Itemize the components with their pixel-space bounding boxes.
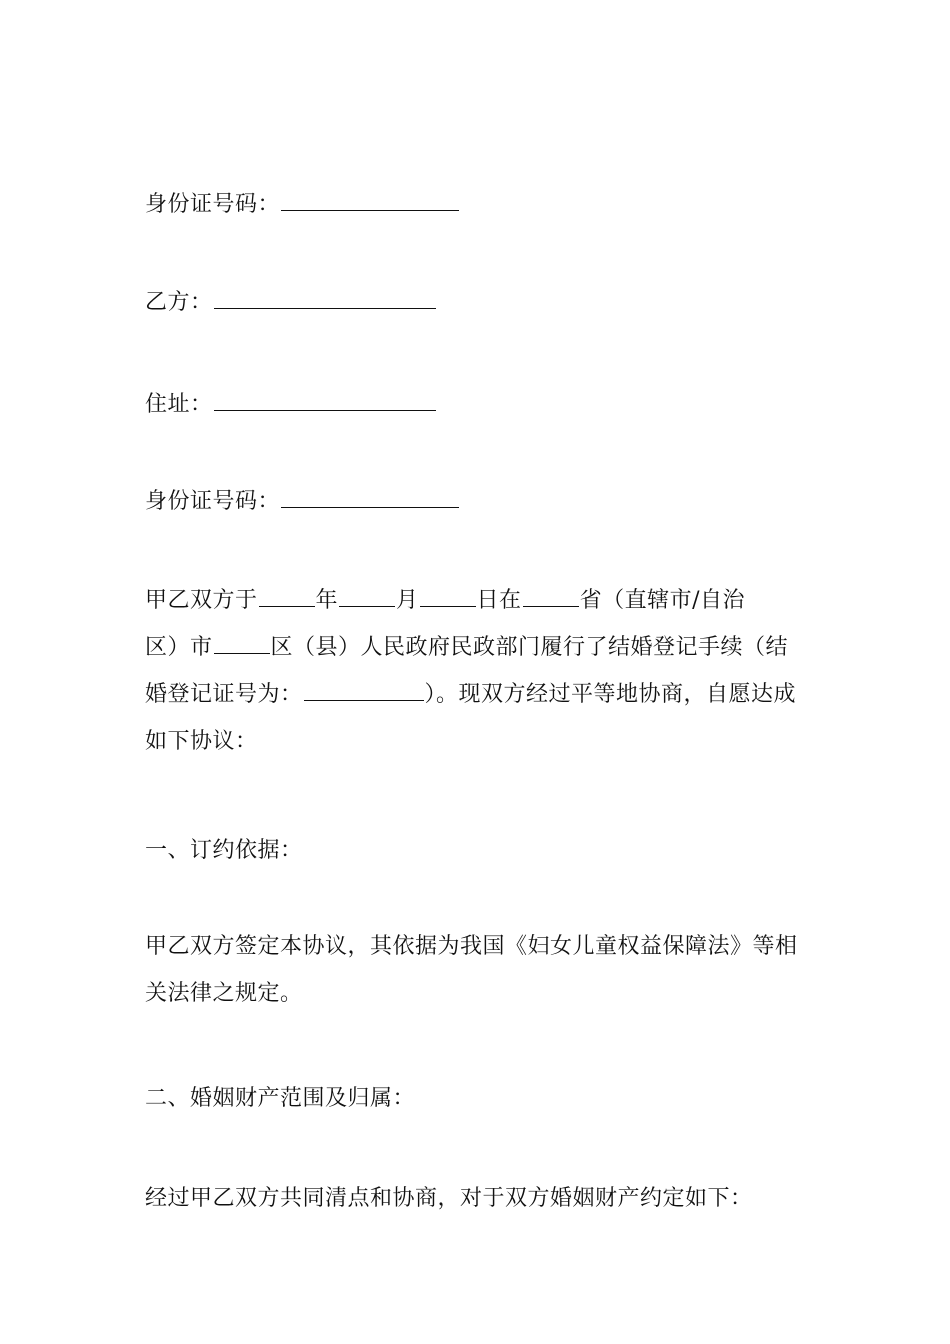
party-b-address-blank <box>214 388 436 411</box>
section-1-body-line-2: 关法律之规定。 <box>145 981 303 1006</box>
party-b-id-line <box>145 485 460 517</box>
party-a-id-blank <box>281 188 459 211</box>
intro-row-3 <box>145 671 807 718</box>
party-b-label: 乙方： <box>145 290 213 315</box>
party-b-id-label: 身份证号码： <box>145 489 281 514</box>
province-blank <box>523 584 579 607</box>
intro-text-2: 年 <box>315 588 339 613</box>
intro-text-9: ）。现双方经过平等地协商，自愿达成 <box>424 682 797 707</box>
section-2-body-line-1: 经过甲乙双方共同清点和协商，对于双方婚姻财产约定如下： <box>145 1186 753 1211</box>
intro-text-7: 区（县）人民政府民政部门履行了结婚登记手续（结 <box>270 635 789 660</box>
section-1-body-line-1: 甲乙双方签定本协议，其依据为我国《妇女儿童权益保障法》等相 <box>145 934 798 959</box>
intro-row-4: 如下协议： <box>145 729 258 754</box>
intro-text-3: 月 <box>396 588 419 613</box>
intro-row-1 <box>145 577 807 624</box>
intro-paragraph <box>145 577 807 765</box>
intro-text-4: 日在 <box>476 588 522 613</box>
section-2-heading: 二、婚姻财产范围及归属： <box>145 1086 416 1111</box>
intro-row-2 <box>145 624 807 671</box>
party-b-address-label: 住址： <box>145 392 213 417</box>
intro-text-6: 区）市 <box>145 635 213 660</box>
certificate-number-blank <box>304 678 424 701</box>
month-blank <box>339 584 395 607</box>
section-1-body <box>145 923 807 1017</box>
party-b-name-blank <box>214 286 436 309</box>
intro-text-5: 省（直辖市/自治 <box>579 588 745 613</box>
party-b-id-blank <box>281 485 459 508</box>
city-blank <box>214 631 270 654</box>
year-blank <box>259 584 315 607</box>
intro-text-8: 婚登记证号为： <box>145 682 303 707</box>
day-blank <box>420 584 476 607</box>
section-1-heading: 一、订约依据： <box>145 838 303 863</box>
party-b-address-line <box>145 388 437 420</box>
party-a-id-line <box>145 188 460 220</box>
party-b-line <box>145 286 437 318</box>
party-a-id-label: 身份证号码： <box>145 192 281 217</box>
intro-text-1: 甲乙双方于 <box>145 588 258 613</box>
